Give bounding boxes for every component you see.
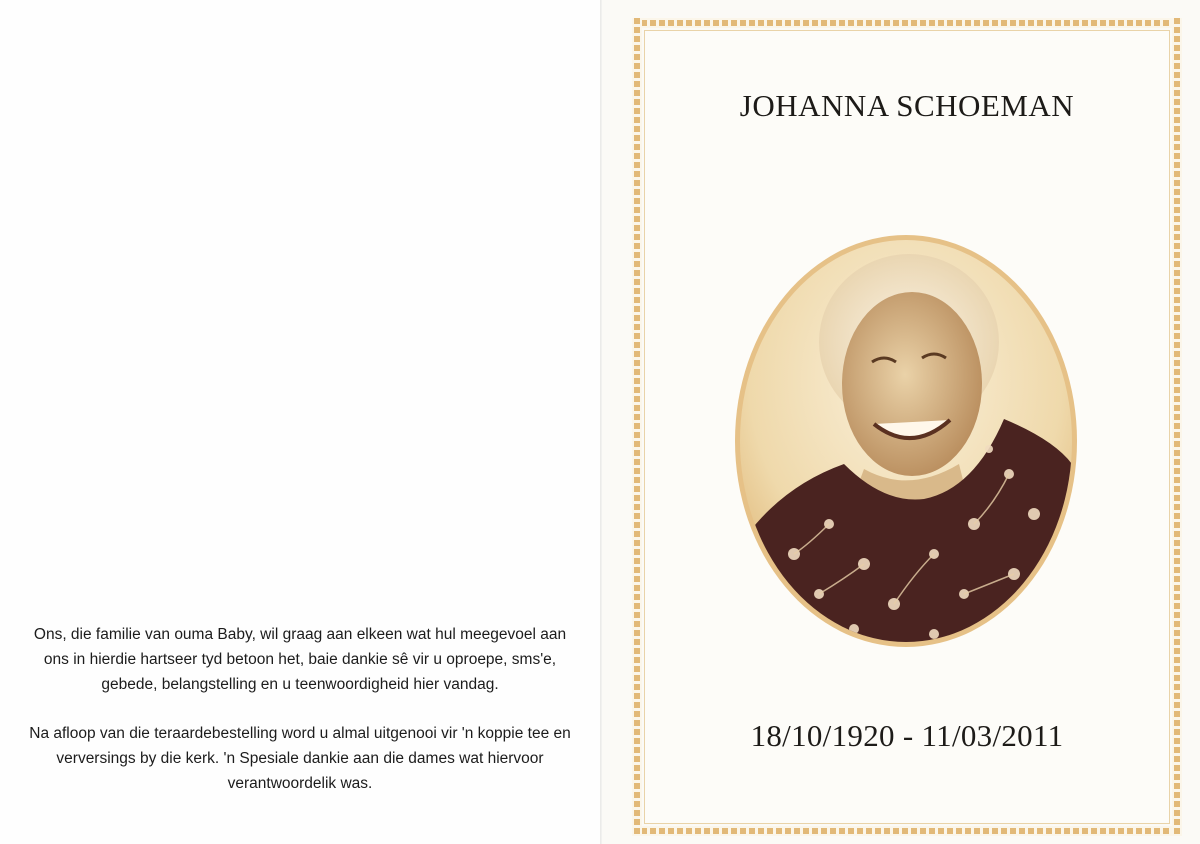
thanks-paragraph-1: Ons, die familie van ouma Baby, wil graag aan elkeen wat hul meegevoel aan ons in hierdie hartseer tyd betoon het, baie dankie sê vir u oproepe, sms'e, gebede, belangstelling en u teenwoordigheid hier vandag. <box>33 626 567 693</box>
deceased-name: JOHANNA SCHOEMAN <box>739 88 1075 123</box>
thanks-paragraph-2: Na afloop van die teraardebestelling word u almal uitgenooi vir 'n koppie tee en verversings by die kerk. 'n Spesiale dankie aan die dames wat hiervoor verantwoordelik was. <box>29 725 571 792</box>
portrait-photo <box>734 234 1078 648</box>
border-left <box>632 18 642 836</box>
border-right <box>1172 18 1182 836</box>
border-top <box>632 18 1182 28</box>
life-dates: 18/10/1920 - 11/03/2011 <box>750 718 1064 753</box>
thank-you-message <box>20 622 580 820</box>
border-bottom <box>632 826 1182 836</box>
